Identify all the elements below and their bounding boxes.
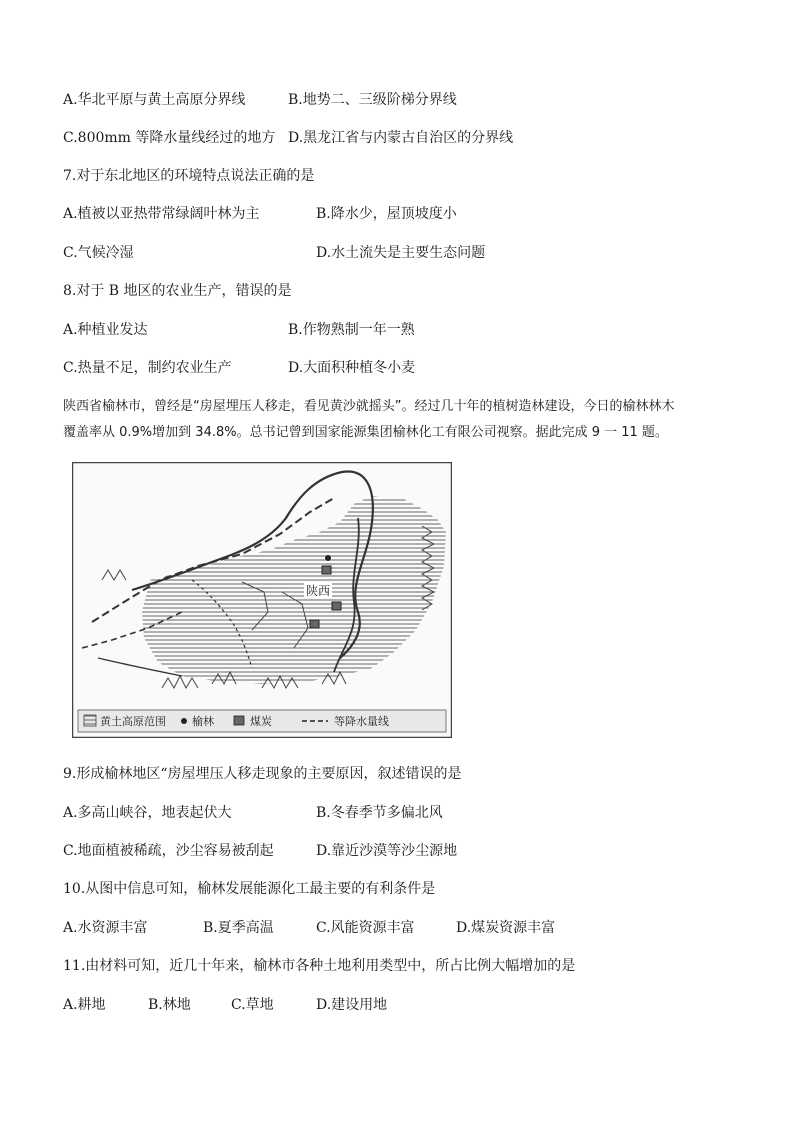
q10-option-b: B.夏季高温 (203, 920, 274, 936)
legend-yulin: 榆林 (192, 715, 214, 728)
q8-option-a: A.种植业发达 (63, 322, 148, 338)
q10-option-d: D.煤炭资源丰富 (456, 920, 556, 936)
q11-stem: 11.由材料可知，近几十年来，榆林市各种土地利用类型中，所占比例大幅增加的是 (63, 958, 576, 974)
coal-marker-2 (332, 602, 341, 610)
q11-option-a: A.耕地 (63, 997, 106, 1013)
q6-option-b: B.地势二、三级阶梯分界线 (288, 92, 457, 108)
material-line-1: 陕西省榆林市，曾经是“房屋埋压人移走，看见黄沙就摇头”。经过几十年的植树造林建设，今日的榆林林木 (63, 399, 675, 414)
q8-option-c: C.热量不足，制约农业生产 (63, 360, 232, 376)
q8-option-d: D.大面积种植冬小麦 (288, 360, 416, 376)
coal-marker-3 (310, 620, 319, 628)
q8-option-b: B.作物熟制一年一熟 (288, 322, 415, 338)
q9-stem: 9.形成榆林地区“房屋埋压人移走现象的主要原因，叙述错误的是 (63, 766, 462, 782)
legend-loess: 黄土高原范围 (100, 715, 166, 728)
material-paragraph (63, 394, 753, 446)
q9-option-c: C.地面植被稀疏，沙尘容易被刮起 (63, 843, 274, 859)
q9-option-a: A.多高山峡谷，地表起伏大 (63, 805, 232, 821)
material-line-2: 覆盖率从 0.9%增加到 34.8%。总书记曾到国家能源集团榆林化工有限公司视察。据此完成 9 一 11 题。 (63, 425, 668, 440)
q7-option-d: D.水土流失是主要生态问题 (316, 245, 486, 261)
q11-option-c: C.草地 (231, 997, 274, 1013)
q6-option-a: A.华北平原与黄土高原分界线 (63, 92, 246, 108)
q11-option-b: B.林地 (148, 997, 191, 1013)
q9-option-d: D.靠近沙漠等沙尘源地 (316, 843, 458, 859)
map-graphic (72, 462, 452, 738)
loess-plateau-map (72, 462, 452, 738)
q10-stem: 10.从图中信息可知，榆林发展能源化工最主要的有利条件是 (63, 881, 436, 897)
q10-option-a: A.水资源丰富 (63, 920, 148, 936)
legend-isohyet: 等降水量线 (334, 715, 389, 728)
q6-option-c: C.800mm 等降水量线经过的地方 (63, 130, 276, 146)
q8-stem: 8.对于 B 地区的农业生产，错误的是 (63, 283, 292, 299)
legend-coal: 煤炭 (250, 715, 272, 728)
q11-option-d: D.建设用地 (316, 997, 388, 1013)
coal-marker-1 (322, 566, 331, 574)
q9-option-b: B.冬春季节多偏北风 (316, 805, 443, 821)
q7-option-a: A.植被以亚热带常绿阔叶林为主 (63, 206, 260, 222)
q10-option-c: C.风能资源丰富 (316, 920, 415, 936)
q7-option-b: B.降水少，屋顶坡度小 (316, 206, 457, 222)
q6-option-d: D.黑龙江省与内蒙古自治区的分界线 (288, 130, 514, 146)
q7-option-c: C.气候冷湿 (63, 245, 134, 261)
yulin-dot (325, 555, 331, 561)
q7-stem: 7.对于东北地区的环境特点说法正确的是 (63, 168, 315, 184)
map-label-shaanxi: 陕西 (306, 584, 331, 598)
